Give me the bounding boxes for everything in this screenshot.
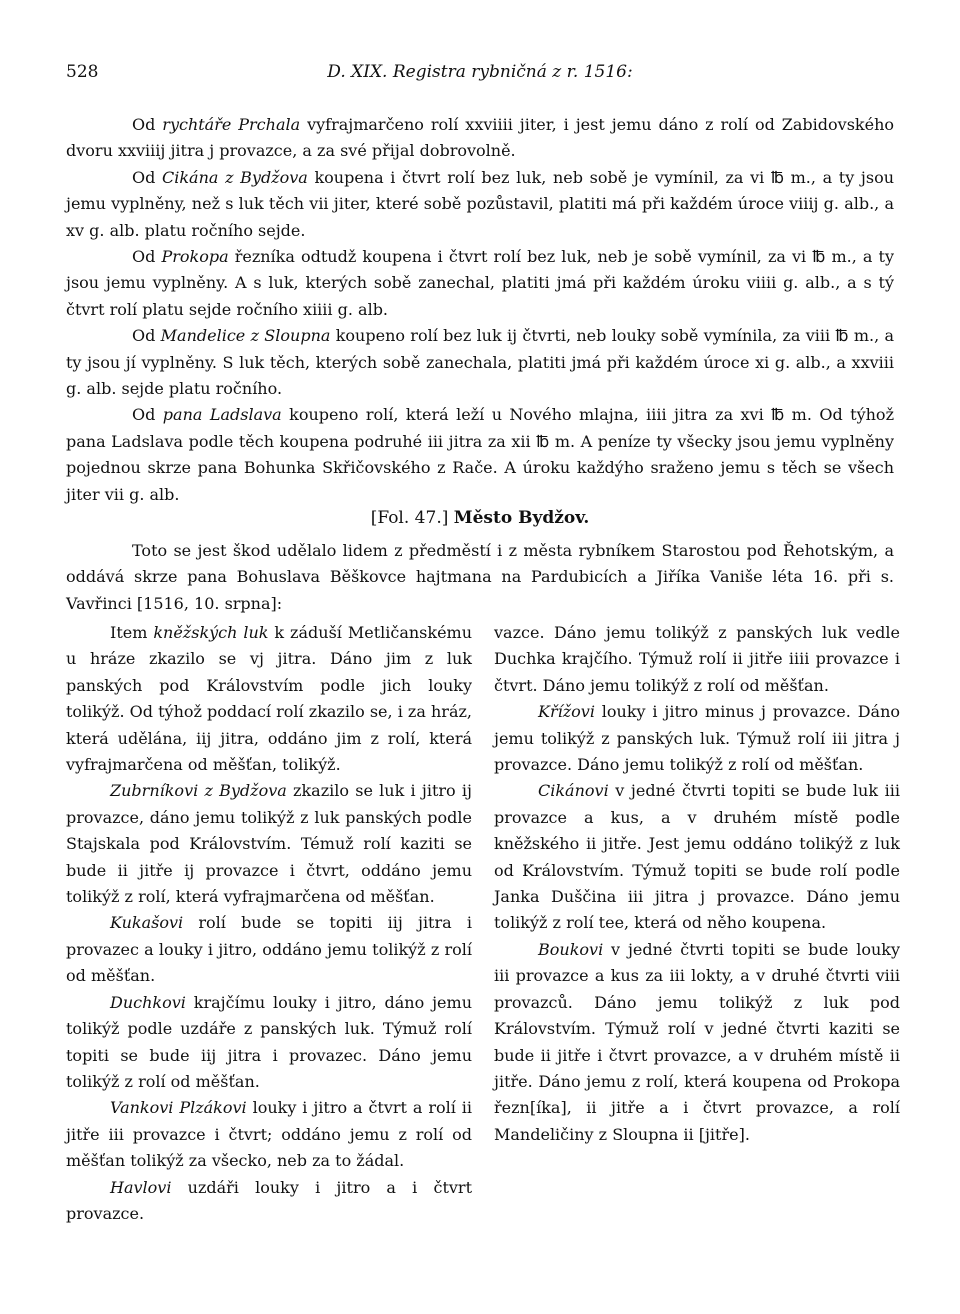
page-number: 528: [66, 62, 99, 82]
running-title: D. XIX. Registra rybničná z r. 1516:: [327, 62, 633, 82]
person-name: Havlovi: [110, 1177, 172, 1197]
entry: Item kněžských luk k záduší Metličanskému u hráze zkazilo se vj jitra. Dáno jim z luk panských pod Královstvím podle jich louky tolikýž. Od týhož poddací rolí zkazilo se, i za hráz, která udělána, iij jitra, oddáno jim z rolí, která vyfrajmarčena od měšťan, tolikýž.: [66, 623, 473, 775]
entry: Křížovi louky i jitro minus j provazce. Dáno jemu tolikýž z panských luk. Týmuž rolí iii jitra j provazce. Dáno jemu tolikýž z rolí od měšťan.: [494, 702, 900, 775]
entry: Kukašovi rolí bude se topiti iij jitra i provazec a louky i jitro, oddáno jemu tolikýž z rolí od měšťan.: [66, 913, 472, 986]
top-paragraphs: [66, 112, 894, 508]
paragraph: Od Mandelice z Sloupna koupeno rolí bez luk ij čtvrti, neb louky sobě vymínila, za viii ℔ m., a ty jsou jí vyplněny. S luk těch, kterých sobě zanechala, platiti jmá při každém úroce xi g. alb., a xxviii g. alb. sejde platu ročního.: [66, 326, 895, 399]
person-name: Křížovi: [538, 702, 595, 722]
entry: Vankovi Plzákovi louky i jitro a čtvrt a rolí ii jitře iii provazce i čtvrt; oddáno jemu z rolí od měšťan tolikýž za všecko, neb za to žádal.: [66, 1098, 473, 1171]
person-name: Duchkovi: [110, 992, 186, 1012]
paragraph: Od Prokopa řezníka odtudž koupena i čtvrt rolí bez luk, neb je sobě vymínil, za vi ℔ m., a ty jsou jemu vyplněny. A s luk, kterých sobě zanechal, platiti jmá při každém úroku viiii g. alb., a s tý čtvrt rolí platu sejde ročního xiiii g. alb.: [66, 247, 894, 319]
paragraph: Od rychtáře Prchala vyfrajmarčeno rolí xxviiii jiter, i jest jemu dáno z rolí od Zabidovského dvoru xxviiij jitra j provazce, a za své přijal dobrovolně.: [66, 115, 895, 161]
person-name: Kukašovi: [110, 913, 184, 933]
page-header: [66, 62, 894, 86]
person-name: kněžských luk: [153, 623, 269, 642]
person-name: Vankovi Plzákovi: [110, 1098, 247, 1118]
paragraph: Od pana Ladslava koupeno rolí, která leží u Nového mlajna, iiii jitra za xvi ℔ m. Od týhož pana Ladslava podle těch koupena podruhé iii jitra za xii ℔ m. A peníze ty všecky jsou jemu vyplněny pojednou skrze pana Bohunka Skřičovského z Rače. A úroku každýho sraženo jemu s těch se všech jiter vii g. alb.: [66, 405, 894, 504]
person-name: pana Ladslava: [162, 405, 282, 425]
person-name: Cikána z Bydžova: [162, 167, 308, 187]
section-heading: [0, 508, 960, 528]
person-name: Boukovi: [538, 939, 604, 959]
paragraph: Od Cikána z Bydžova koupena i čtvrt rolí bez luk, neb sobě je vymínil, za vi ℔ m., a ty jsou jemu vyplněny, než s luk těch vii jiter, které sobě pozůstavil, platiti má při každém úroce viiij g. alb., a xv g. alb. platu ročního sejde.: [66, 167, 895, 240]
person-name: Prokopa: [161, 247, 229, 267]
entry: Boukovi v jedné čtvrti topiti se bude louky iii provazce a kus za iii lokty, a v druhé čtvrti viii provazců. Dáno jemu tolikýž z luk pod Královstvím. Týmuž rolí v jedné čtvrti kaziti se bude ii jitře i čtvrt provazce, a v druhém místě ii jitře. Dáno jemu z rolí, která koupena od Prokopa řezn[íka], ii jitře a i čtvrt provazce, a rolí Mandeličiny z Sloupna ii [jitře].: [494, 939, 900, 1144]
person-name: Zubrníkovi z Bydžova: [110, 781, 287, 801]
entry-continuation: vazce. Dáno jemu tolikýž z panských luk vedle Duchka krajčího. Týmuž rolí ii jitře iiii provazce i čtvrt. Dáno jemu tolikýž z rolí od měšťan.: [494, 623, 900, 695]
entry: Cikánovi v jedné čtvrti topiti se bude luk iii provazce a kus, a v druhém místě podle kněžského ii jitře. Jest jemu oddáno tolikýž z luk od Královstvím. Týmuž topiti se bude rolí podle Janka Duščina iii jitra j provazce. Dáno jemu tolikýž z rolí tee, která od něho koupena.: [494, 781, 900, 933]
folio-reference: [Fol. 47.]: [370, 508, 449, 528]
intro-paragraph: Toto se jest škod udělalo lidem z předměstí i z města rybníkem Starostou pod Řehotským, a oddává skrze pana Bohuslava Běškovce hajtmana na Pardubicích a Jiříka Vaniše léta 16. při s. Vavřinci [1516, 10. srpna]:: [66, 541, 894, 613]
section-title: Město Bydžov.: [453, 508, 590, 528]
entry: Havlovi uzdáři louky i jitro a i čtvrt provazce.: [66, 1177, 472, 1223]
section-intro: [66, 538, 894, 617]
person-name: Cikánovi: [538, 781, 609, 801]
right-column: [494, 620, 900, 1148]
entry: Zubrníkovi z Bydžova zkazilo se luk i jitro ij provazce, dáno jemu tolikýž z luk panských podle Stajskala pod Královstvím. Témuž rolí kaziti se bude ii jitře ij provazce i čtvrt, oddáno jemu tolikýž z rolí, která vyfrajmarčena od měšťan.: [66, 781, 472, 907]
left-column: [66, 620, 472, 1227]
person-name: Mandelice z Sloupna: [160, 326, 331, 346]
entry: Duchkovi krajčímu louky i jitro, dáno jemu tolikýž podle uzdáře z panských luk. Týmuž rolí topiti se bude iij jitra i provazec. Dáno jemu tolikýž z rolí od měšťan.: [66, 992, 472, 1091]
person-name: rychtáře Prchala: [162, 115, 301, 134]
